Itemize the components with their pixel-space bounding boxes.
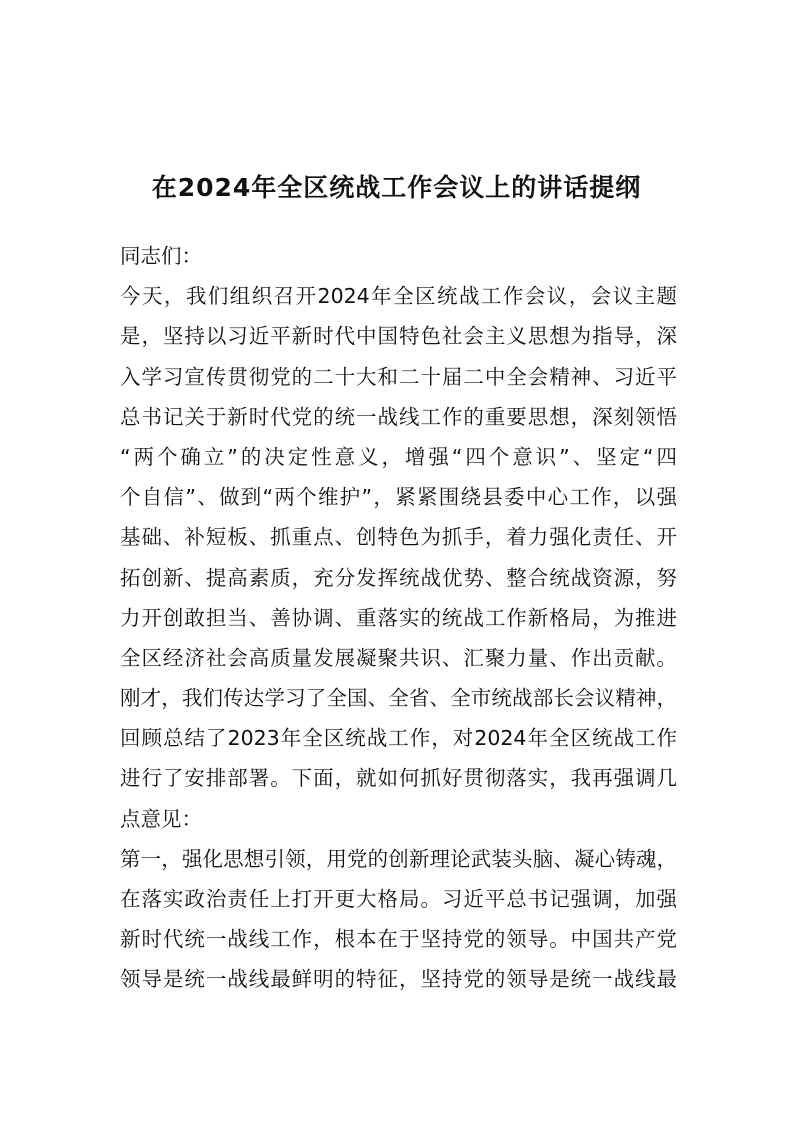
- text-line: 今天，我们组织召开2024年全区统战工作会议，会议主题: [120, 284, 677, 309]
- text-line: 点意见：: [120, 806, 202, 831]
- text-line: 总书记关于新时代党的统一战线工作的重要思想，深刻领悟: [120, 404, 677, 429]
- document-title: 在2024年全区统战工作会议上的讲话提纲: [151, 173, 642, 202]
- text-line: 基础、补短板、抓重点、创特色为抓手，着力强化责任、开: [120, 525, 677, 550]
- text-line: “两个确立”的决定性意义，增强“四个意识”、坚定“四: [120, 444, 677, 469]
- paragraph-first-point: [120, 839, 677, 1000]
- text-line: 领导是统一战线最鲜明的特征，坚持党的领导是统一战线最: [120, 967, 677, 992]
- text-line: 全区经济社会高质量发展凝聚共识、汇聚力量、作出贡献。: [120, 645, 677, 670]
- text-line: 拓创新、提高素质，充分发挥统战优势、整合统战资源，努: [120, 565, 677, 590]
- salutation: 同志们：: [120, 244, 202, 268]
- paragraph-review: [120, 678, 677, 839]
- text-line: 回顾总结了2023年全区统战工作，对2024年全区统战工作: [120, 726, 677, 751]
- paragraph-intro: [120, 276, 677, 678]
- text-line: 力开创敢担当、善协调、重落实的统战工作新格局，为推进: [120, 605, 677, 630]
- text-line: 入学习宣传贯彻党的二十大和二十届二中全会精神、习近平: [120, 364, 677, 389]
- text-line: 刚才，我们传达学习了全国、全省、全市统战部长会议精神，: [120, 686, 677, 711]
- text-line: 是，坚持以习近平新时代中国特色社会主义思想为指导，深: [120, 324, 677, 349]
- document-body: [120, 236, 677, 1000]
- text-line: 进行了安排部署。下面，就如何抓好贯彻落实，我再强调几: [120, 766, 677, 791]
- text-line: 新时代统一战线工作，根本在于坚持党的领导。中国共产党: [120, 927, 677, 952]
- text-line: 在落实政治责任上打开更大格局。习近平总书记强调，加强: [120, 887, 677, 911]
- text-line: 个自信”、做到“两个维护”，紧紧围绕县委中心工作，以强: [120, 485, 677, 510]
- text-line: 第一，强化思想引领，用党的创新理论武装头脑、凝心铸魂，: [120, 846, 677, 871]
